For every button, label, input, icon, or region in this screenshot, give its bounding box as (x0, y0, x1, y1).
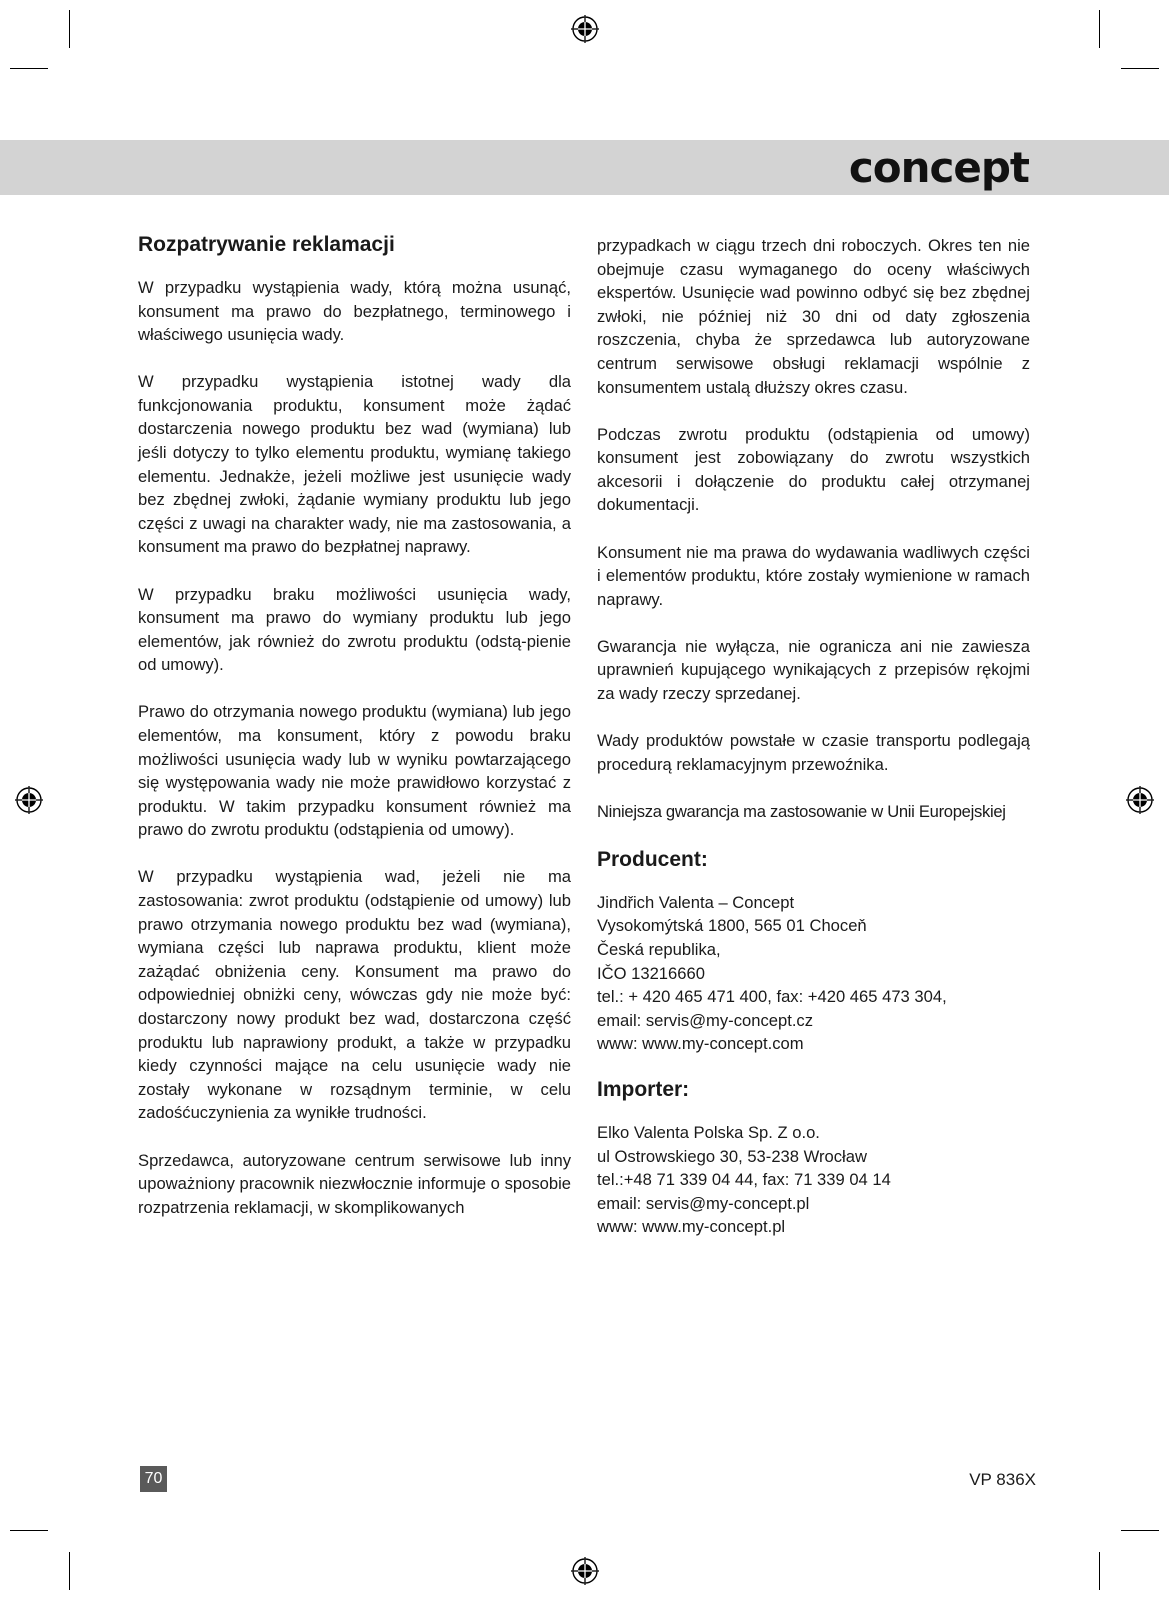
producer-line: email: servis@my-concept.cz (597, 1010, 814, 1030)
producer-line: Česká republika, (597, 940, 721, 960)
registration-mark-icon (570, 1556, 600, 1586)
header-bar (0, 140, 1169, 195)
paragraph: W przypadku wystąpienia wad, jeżeli nie ma zastosowania: zwrot produktu (odstąpienie od umowy) lub prawo otrzymania nowego produktu bez wad (wymiana), wymiana części lub naprawa produktu, klient może zażądać obniżenia ceny. Konsument ma prawo do odpowiedniej obniżki ceny, wówczas gdy nie może być: dostarczony nowy produkt bez wad, dostarczona część produktu lub naprawiony produkt, a także w przypadku kiedy czynności mające na celu usunięcie wady nie zostały wykonane w rozsądnym terminie, w celu zadośćuczynienia za wynikłe trudności. (138, 867, 571, 1123)
producer-line: Jindřich Valenta – Concept (597, 892, 795, 912)
section-heading: Rozpatrywanie reklamacji (138, 233, 395, 256)
registration-mark-icon (1125, 785, 1155, 815)
importer-line: email: servis@my-concept.pl (597, 1193, 810, 1213)
paragraph: Konsument nie ma prawa do wydawania wadliwych części i elementów produktu, które zostały wymienione w ramach naprawy. (597, 542, 1030, 609)
paragraph: Niniejsza gwarancja ma zastosowanie w Unii Europejskiej (597, 801, 1006, 821)
registration-mark-icon (14, 785, 44, 815)
left-column (138, 232, 571, 1243)
importer-contact (597, 1121, 1030, 1239)
registration-mark-icon (570, 14, 600, 44)
producer-line: tel.: + 420 465 471 400, fax: +420 465 473 304, (597, 987, 947, 1007)
importer-line: ul Ostrowskiego 30, 53-238 Wrocław (597, 1146, 867, 1166)
paragraph: Gwarancja nie wyłącza, nie ogranicza ani nie zawiesza uprawnień kupującego wynikających z przepisów rękojmi za wady rzeczy sprzedanej. (597, 636, 1030, 703)
crop-mark (1099, 10, 1100, 48)
page-number: 70 (140, 1466, 167, 1492)
paragraph: W przypadku wystąpienia wady, którą można usunąć, konsument ma prawo do bezpłatnego, terminowego i właściwego usunięcia wady. (138, 278, 571, 345)
importer-line: tel.:+48 71 339 04 44, fax: 71 339 04 14 (597, 1170, 891, 1190)
paragraph: W przypadku wystąpienia istotnej wady dla funkcjonowania produktu, konsument może żądać dostarczenia nowego produktu bez wad (wymiana) lub jeśli dotyczy to tylko elementu produktu, wymianę takiego elementu. Jednakże, jeżeli możliwe jest usunięcie wady bez zbędnej zwłoki, żądanie wymiany produktu lub jego części z uwagi na charakter wady, nie ma zastosowania, a konsument ma prawo do bezpłatnej naprawy. (138, 372, 571, 557)
paragraph: Podczas zwrotu produktu (odstąpienia od umowy) konsument jest zobowiązany do zwrotu wszystkich akcesorii i dołączenie do produktu całej otrzymanej dokumentacji. (597, 424, 1030, 515)
crop-mark (1121, 1530, 1159, 1531)
concept-logo: concept (848, 143, 1029, 192)
paragraph: Wady produktów powstałe w czasie transportu podlegają procedurą reklamacyjnym przewoźnika. (597, 731, 1030, 774)
producer-heading: Producent: (597, 847, 708, 871)
right-column (597, 234, 1030, 1260)
importer-line: Elko Valenta Polska Sp. Z o.o. (597, 1123, 820, 1143)
importer-line: www: www.my-concept.pl (597, 1217, 786, 1237)
paragraph: W przypadku braku możliwości usunięcia wady, konsument ma prawo do wymiany produktu lub jego elementów, jak również do zwrotu produktu (odstą-pienie od umowy). (138, 584, 571, 675)
model-number: VP 836X (969, 1470, 1036, 1489)
crop-mark (10, 1530, 48, 1531)
paragraph: Prawo do otrzymania nowego produktu (wymiana) lub jego elementów, ma konsument, który z powodu braku możliwości usunięcia wady lub w wyniku powtarzającego się występowania wady nie może prawidłowo korzystać z produktu. W takim przypadku konsument również ma prawo do zwrotu produktu (odstąpienia od umowy). (138, 702, 571, 840)
producer-line: www: www.my-concept.com (597, 1034, 804, 1054)
crop-mark (10, 68, 48, 69)
producer-line: IČO 13216660 (597, 963, 705, 983)
paragraph: przypadkach w ciągu trzech dni roboczych. Okres ten nie obejmuje czasu wymaganego do oceny właściwych ekspertów. Usunięcie wad powinno odbyć się bez zbędnej zwłoki, nie później niż 30 dni od daty zgłoszenia roszczenia, chyba że sprzedawca lub autoryzowane centrum serwisowe obsługi reklamacji wspólnie z konsumentem ustalą dłuższy okres czasu. (597, 236, 1030, 397)
producer-line: Vysokomýtská 1800, 565 01 Choceň (597, 916, 867, 936)
paragraph: Sprzedawca, autoryzowane centrum serwisowe lub inny upoważniony pracownik niezwłocznie informuje o sposobie rozpatrzenia reklamacji, w skomplikowanych (138, 1150, 571, 1217)
crop-mark (1121, 68, 1159, 69)
crop-mark (69, 1552, 70, 1590)
crop-mark (69, 10, 70, 48)
producer-contact (597, 891, 1030, 1056)
importer-heading: Importer: (597, 1078, 690, 1102)
crop-mark (1099, 1552, 1100, 1590)
